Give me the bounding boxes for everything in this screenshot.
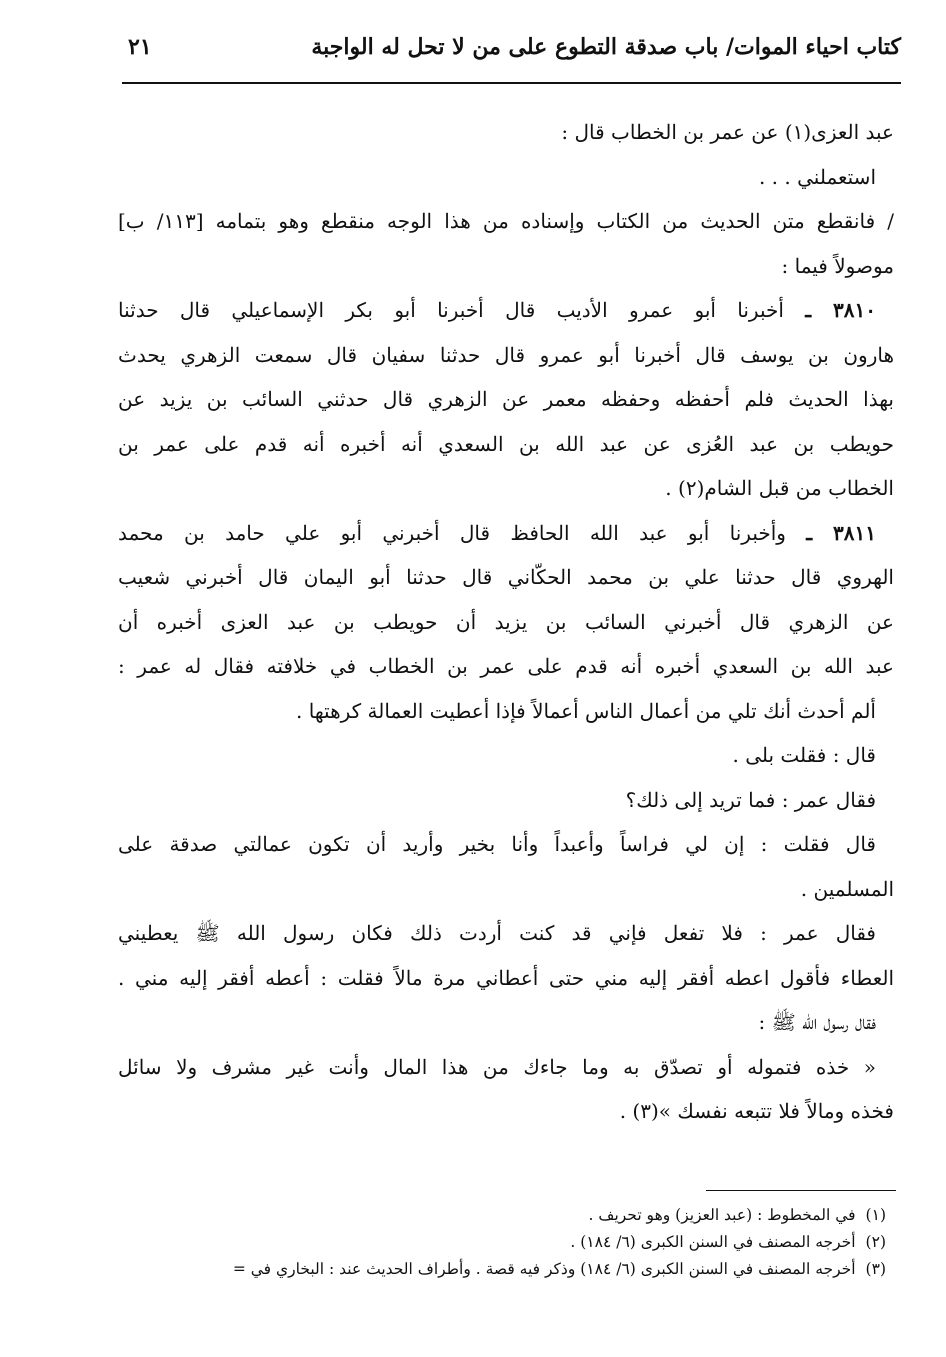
footnote-number: (٢): [865, 1233, 886, 1251]
text-line: حويطب بن عبد العُزى عن عبد الله بن السعدي أنه أخبره أنه قدم على عمر بن: [118, 431, 894, 456]
text-line: هارون بن يوسف قال أخبرنا أبو عمرو قال حدثنا سفيان قال سمعت الزهري يحدث: [118, 342, 894, 367]
text-line: ألم أحدث أنك تلي من أعمال الناس أعمالاً فإذا أعطيت العمالة كرهتها .: [296, 698, 876, 723]
text-line: عن الزهري قال أخبرني السائب بن يزيد أن حويطب بن عبد العزى أخبره أن: [118, 609, 894, 634]
page-number: ٢١: [128, 34, 152, 60]
footnote-text: أخرجه المصنف في السنن الكبرى (٦/ ١٨٤) .: [570, 1233, 856, 1251]
footnote-2: [100, 1229, 886, 1256]
text-line: / فانقطع متن الحديث من الكتاب وإسناده من هذا الوجه منقطع وهو بتمامه [١١٣/ ب]: [118, 209, 894, 233]
footnote-1: [100, 1202, 886, 1229]
running-header: [110, 30, 901, 70]
text-line: قال فقلت : إن لي فراساً وأعبداً وأنا بخير وأريد أن تكون عمالتي صدقة على: [118, 832, 876, 856]
chapter-title: كتاب احياء الموات/ باب صدقة التطوع على من لا تحل له الواجبة: [311, 34, 901, 60]
text-line: الخطاب من قبل الشام(٢) .: [665, 476, 894, 500]
text-line: فقال عمر : فلا تفعل فإني قد كنت أردت ذلك فكان رسول الله ﷺ يعطيني: [118, 921, 876, 945]
text-line: أخبرنا أبو عمرو الأديب قال أخبرنا أبو بكر الإسماعيلي قال حدثنا: [118, 298, 784, 322]
text-line: المسلمين .: [800, 876, 894, 901]
text-line: عبد العزى(١) عن عمر بن الخطاب قال :: [561, 120, 894, 144]
hadith-number: ٣٨١٠ ـ: [805, 298, 877, 322]
footnote-number: (١): [865, 1206, 886, 1224]
footnote-3: [100, 1256, 886, 1283]
footnote-text: في المخطوط : (عبد العزيز) وهو تحريف .: [588, 1206, 856, 1224]
footnotes: [100, 1202, 886, 1283]
footnote-divider: [706, 1190, 896, 1191]
text-line: وأخبرنا أبو عبد الله الحافظ قال أخبرني أبو علي حامد بن محمد: [118, 520, 786, 545]
text-line: بهذا الحديث فلم أحفظه وحفظه معمر عن الزهري قال حدثني السائب بن يزيد عن: [118, 387, 894, 411]
footnote-number: (٣): [865, 1260, 886, 1278]
text-line: استعملني . . .: [758, 164, 876, 189]
text-line: فخذه ومالاً فلا تتبعه نفسك »(٣) .: [619, 1099, 894, 1123]
text-line: فقال رسول الله ﷺ :: [758, 1010, 876, 1034]
header-divider: [122, 82, 901, 84]
text-line: « خذه فتموله أو تصدّق به وما جاءك من هذا المال وأنت غير مشرف ولا سائل: [118, 1054, 876, 1079]
text-line: موصولاً فيما :: [781, 253, 894, 278]
footnote-text: أخرجه المصنف في السنن الكبرى (٦/ ١٨٤) وذكر فيه قصة . وأطراف الحديث عند : البخاري في =: [232, 1260, 856, 1278]
hadith-number: ٣٨١١ ـ: [806, 520, 877, 545]
main-text: [118, 110, 894, 1134]
hadith-3810-first-line: [118, 288, 894, 333]
text-line: فقال عمر : فما تريد إلى ذلك؟: [625, 787, 876, 812]
hadith-3811-first-line: [118, 511, 894, 556]
text-line: العطاء فأقول اعطه أفقر إليه مني حتى أعطاني مرة مالاً فقلت : أعطه أفقر إليه مني .: [118, 965, 894, 990]
text-line: عبد الله بن السعدي أخبره أنه قدم على عمر بن الخطاب في خلافته فقال له عمر :: [118, 654, 894, 678]
text-line: قال : فقلت بلى .: [732, 743, 876, 767]
text-line: الهروي قال حدثنا علي بن محمد الحكّاني قال حدثنا أبو اليمان قال أخبرني شعيب: [118, 565, 894, 589]
